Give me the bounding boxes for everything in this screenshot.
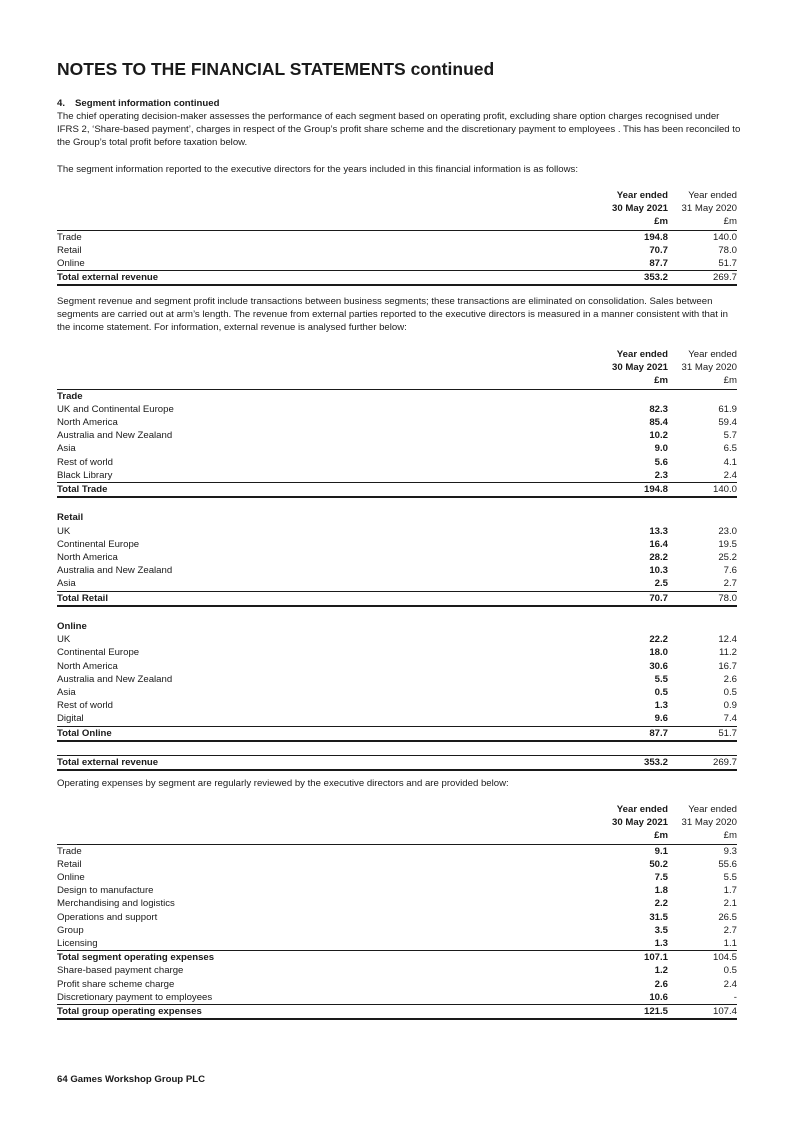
row-label: Online [57, 258, 85, 270]
total-previous-value: 140.0 [668, 483, 737, 498]
row-label: Online [57, 872, 85, 884]
grand-total-row [57, 756, 737, 771]
row-label: Australia and New Zealand [57, 430, 173, 442]
row-label: Trade [57, 231, 82, 243]
header-current-date: 30 May 2021 [611, 817, 668, 829]
total-row [57, 483, 737, 498]
row-previous-value: 78.0 [718, 244, 737, 256]
table-row [57, 858, 737, 871]
header-current: Year ended [616, 349, 668, 360]
table-row [57, 712, 737, 726]
row-current-value: 1.2 [654, 965, 668, 977]
row-current-value: 5.5 [654, 673, 668, 685]
subtotal-row [57, 951, 737, 965]
table-row [57, 686, 737, 699]
table-row [57, 525, 737, 538]
subtotal-label: Total segment operating expenses [57, 951, 602, 965]
row-label: Licensing [57, 938, 98, 950]
row-previous-value: 59.4 [718, 417, 737, 429]
header-current-date: 30 May 2021 [611, 362, 668, 374]
row-previous-value: 5.7 [723, 430, 737, 442]
header-current-unit: £m [602, 374, 668, 389]
row-label: Asia [57, 443, 76, 455]
total-previous-value: 107.4 [668, 1005, 737, 1020]
table-row [57, 230, 737, 244]
row-current-value: 82.3 [649, 403, 668, 415]
table-row [57, 257, 737, 271]
row-current-value: 2.5 [654, 578, 668, 590]
table-header-row [57, 361, 737, 374]
row-current-value: 13.3 [649, 525, 668, 537]
row-label: Design to manufacture [57, 885, 154, 897]
row-label: Operations and support [57, 911, 158, 923]
row-previous-value: 0.9 [723, 700, 737, 712]
row-current-value: 194.8 [643, 231, 668, 243]
row-current-value: 9.6 [654, 713, 668, 725]
table-header-row [57, 202, 737, 215]
table-row [57, 429, 737, 442]
row-current-value: 9.1 [654, 845, 668, 857]
row-label: Continental Europe [57, 647, 140, 659]
table-row [57, 633, 737, 646]
row-current-value: 3.5 [654, 924, 668, 936]
group-heading-row [57, 620, 737, 633]
total-current-value: 194.8 [602, 483, 668, 498]
table-row [57, 442, 737, 455]
row-label: Merchandising and logistics [57, 898, 175, 910]
table-row [57, 673, 737, 686]
table-header-row [57, 803, 737, 816]
row-previous-value: 7.4 [723, 713, 737, 725]
row-previous-value: 2.1 [723, 898, 737, 910]
header-previous: Year ended [688, 804, 737, 815]
table-row [57, 244, 737, 257]
row-previous-value: 2.4 [723, 469, 737, 481]
row-current-value: 50.2 [649, 858, 668, 870]
section-number: 4. [57, 98, 66, 109]
row-label: Trade [57, 845, 82, 857]
row-current-value: 87.7 [649, 258, 668, 270]
table-header-row [57, 189, 737, 202]
row-previous-value: 2.7 [723, 578, 737, 590]
total-row [57, 271, 737, 286]
table-row [57, 911, 737, 924]
row-previous-value: - [733, 991, 737, 1003]
total-previous-value: 51.7 [668, 726, 737, 741]
total-previous-value: 269.7 [668, 271, 737, 286]
row-label: Discretionary payment to employees [57, 991, 213, 1003]
row-previous-value: 0.5 [723, 965, 737, 977]
row-current-value: 1.8 [654, 885, 668, 897]
table-row [57, 897, 737, 910]
row-previous-value: 23.0 [718, 525, 737, 537]
row-current-value: 1.3 [654, 938, 668, 950]
table-row [57, 978, 737, 991]
table-row [57, 884, 737, 897]
group-heading-row [57, 511, 737, 524]
row-previous-value: 61.9 [718, 403, 737, 415]
table-row [57, 551, 737, 564]
row-current-value: 70.7 [649, 244, 668, 256]
total-current-value: 87.7 [602, 726, 668, 741]
total-label: Total external revenue [57, 271, 602, 286]
external-revenue-table [57, 348, 737, 771]
row-previous-value: 140.0 [712, 231, 737, 243]
row-previous-value: 7.6 [723, 565, 737, 577]
row-current-value: 30.6 [649, 660, 668, 672]
table-row [57, 937, 737, 951]
row-current-value: 0.5 [654, 687, 668, 699]
subtotal-previous-value: 104.5 [668, 951, 737, 965]
row-current-value: 2.3 [654, 469, 668, 481]
header-previous-date: 31 May 2020 [681, 362, 737, 374]
row-label: Australia and New Zealand [57, 673, 173, 685]
table-header-row [57, 348, 737, 361]
table-row [57, 564, 737, 577]
row-label: North America [57, 417, 118, 429]
row-current-value: 18.0 [649, 647, 668, 659]
row-label: Profit share scheme charge [57, 978, 175, 990]
row-label: UK [57, 634, 71, 646]
table-row [57, 699, 737, 712]
row-current-value: 28.2 [649, 552, 668, 564]
row-previous-value: 2.6 [723, 673, 737, 685]
table-row [57, 844, 737, 858]
row-label: Retail [57, 244, 82, 256]
header-previous-unit: £m [668, 374, 737, 389]
group-heading-retail: Retail [57, 512, 84, 524]
row-label: Continental Europe [57, 538, 140, 550]
row-current-value: 2.6 [654, 978, 668, 990]
table-header-row [57, 374, 737, 389]
row-previous-value: 2.4 [723, 978, 737, 990]
header-previous-date: 31 May 2020 [681, 203, 737, 215]
operating-expenses-table [57, 803, 737, 1020]
header-previous: Year ended [688, 190, 737, 201]
row-current-value: 31.5 [649, 911, 668, 923]
row-label: Black Library [57, 469, 113, 481]
row-label: UK [57, 525, 71, 537]
row-previous-value: 55.6 [718, 858, 737, 870]
row-current-value: 10.6 [649, 991, 668, 1003]
row-current-value: 9.0 [654, 443, 668, 455]
header-previous-unit: £m [668, 829, 737, 844]
section-heading [57, 97, 219, 110]
table-row [57, 456, 737, 469]
total-row [57, 726, 737, 741]
row-previous-value: 1.7 [723, 885, 737, 897]
total-row [57, 591, 737, 606]
row-label: Australia and New Zealand [57, 565, 173, 577]
row-label: Asia [57, 578, 76, 590]
row-label: Group [57, 924, 84, 936]
header-previous-unit: £m [668, 215, 737, 230]
subtotal-current-value: 107.1 [602, 951, 668, 965]
row-label: Share-based payment charge [57, 965, 184, 977]
intro-paragraph: The chief operating decision-maker assesses the performance of each segment based on operating profit, excluding share option charges recognised under IFRS 2, ‘Share-based payment’, charges in respect of the Group’s profit share scheme and the discretionary payment to employees . This has been reconciled to the Group’s total profit before taxation below. [57, 111, 741, 149]
table-row [57, 469, 737, 483]
row-label: Digital [57, 713, 84, 725]
row-previous-value: 11.2 [719, 647, 737, 659]
revenue-analysis-paragraph: Segment revenue and segment profit include transactions between business segments; these transactions are eliminated on consolidation. Sales between segments are carried out at arm’s length. The revenue from external parties reported to the executive directors is measured in a manner consistent with that in the income statement. For information, external revenue is analysed further below: [57, 296, 729, 334]
row-previous-value: 0.5 [723, 687, 737, 699]
header-current-unit: £m [602, 215, 668, 230]
row-previous-value: 1.1 [723, 938, 737, 950]
total-label: Total group operating expenses [57, 1005, 602, 1020]
row-label: North America [57, 552, 118, 564]
row-label: UK and Continental Europe [57, 403, 174, 415]
row-current-value: 5.6 [654, 456, 668, 468]
row-previous-value: 26.5 [718, 911, 737, 923]
total-label: Total Retail [57, 591, 602, 606]
row-current-value: 22.2 [649, 634, 668, 646]
row-previous-value: 6.5 [723, 443, 737, 455]
total-previous-value: 269.7 [668, 756, 737, 771]
row-previous-value: 19.5 [718, 538, 737, 550]
row-current-value: 16.4 [649, 538, 668, 550]
table-row [57, 403, 737, 416]
table-row [57, 538, 737, 551]
segment-info-paragraph: The segment information reported to the executive directors for the years included in this financial information is as follows: [57, 164, 578, 175]
group-heading-trade: Trade [57, 390, 83, 402]
table-row [57, 646, 737, 659]
header-previous: Year ended [688, 349, 737, 360]
table-row [57, 964, 737, 977]
page-title: NOTES TO THE FINANCIAL STATEMENTS continued [57, 59, 495, 79]
row-label: North America [57, 660, 118, 672]
table-header-row [57, 829, 737, 844]
page-footer: 64 Games Workshop Group PLC [57, 1074, 206, 1085]
row-previous-value: 5.5 [723, 872, 737, 884]
table-row [57, 871, 737, 884]
row-previous-value: 25.2 [718, 552, 737, 564]
total-row [57, 1005, 737, 1020]
total-label: Total Online [57, 726, 602, 741]
row-previous-value: 12.4 [718, 634, 737, 646]
row-previous-value: 9.3 [723, 845, 737, 857]
row-current-value: 85.4 [649, 417, 668, 429]
row-label: Asia [57, 687, 76, 699]
header-current: Year ended [616, 804, 668, 815]
row-previous-value: 4.1 [723, 456, 737, 468]
segment-revenue-table [57, 189, 737, 286]
table-header-row [57, 816, 737, 829]
header-current-unit: £m [602, 829, 668, 844]
row-label: Rest of world [57, 456, 113, 468]
group-heading-online: Online [57, 621, 87, 633]
row-current-value: 1.3 [654, 700, 668, 712]
table-row [57, 924, 737, 937]
header-previous-date: 31 May 2020 [681, 817, 737, 829]
header-current-date: 30 May 2021 [611, 203, 668, 215]
total-current-value: 70.7 [602, 591, 668, 606]
section-title: Segment information continued [75, 98, 220, 109]
total-current-value: 353.2 [602, 271, 668, 286]
row-current-value: 10.2 [649, 430, 668, 442]
row-current-value: 2.2 [654, 898, 668, 910]
row-label: Rest of world [57, 700, 113, 712]
total-current-value: 353.2 [602, 756, 668, 771]
row-current-value: 7.5 [654, 872, 668, 884]
total-label: Total external revenue [57, 756, 602, 771]
total-current-value: 121.5 [602, 1005, 668, 1020]
row-previous-value: 2.7 [723, 924, 737, 936]
row-previous-value: 51.7 [718, 258, 737, 270]
row-current-value: 10.3 [649, 565, 668, 577]
table-row [57, 416, 737, 429]
table-header-row [57, 215, 737, 230]
total-previous-value: 78.0 [668, 591, 737, 606]
header-current: Year ended [616, 190, 668, 201]
table-row [57, 660, 737, 673]
row-label: Retail [57, 858, 82, 870]
row-previous-value: 16.7 [718, 660, 737, 672]
operating-expenses-paragraph: Operating expenses by segment are regularly reviewed by the executive directors and are provided below: [57, 778, 509, 789]
group-heading-row [57, 389, 737, 403]
table-row [57, 991, 737, 1005]
table-row [57, 577, 737, 591]
total-label: Total Trade [57, 483, 602, 498]
